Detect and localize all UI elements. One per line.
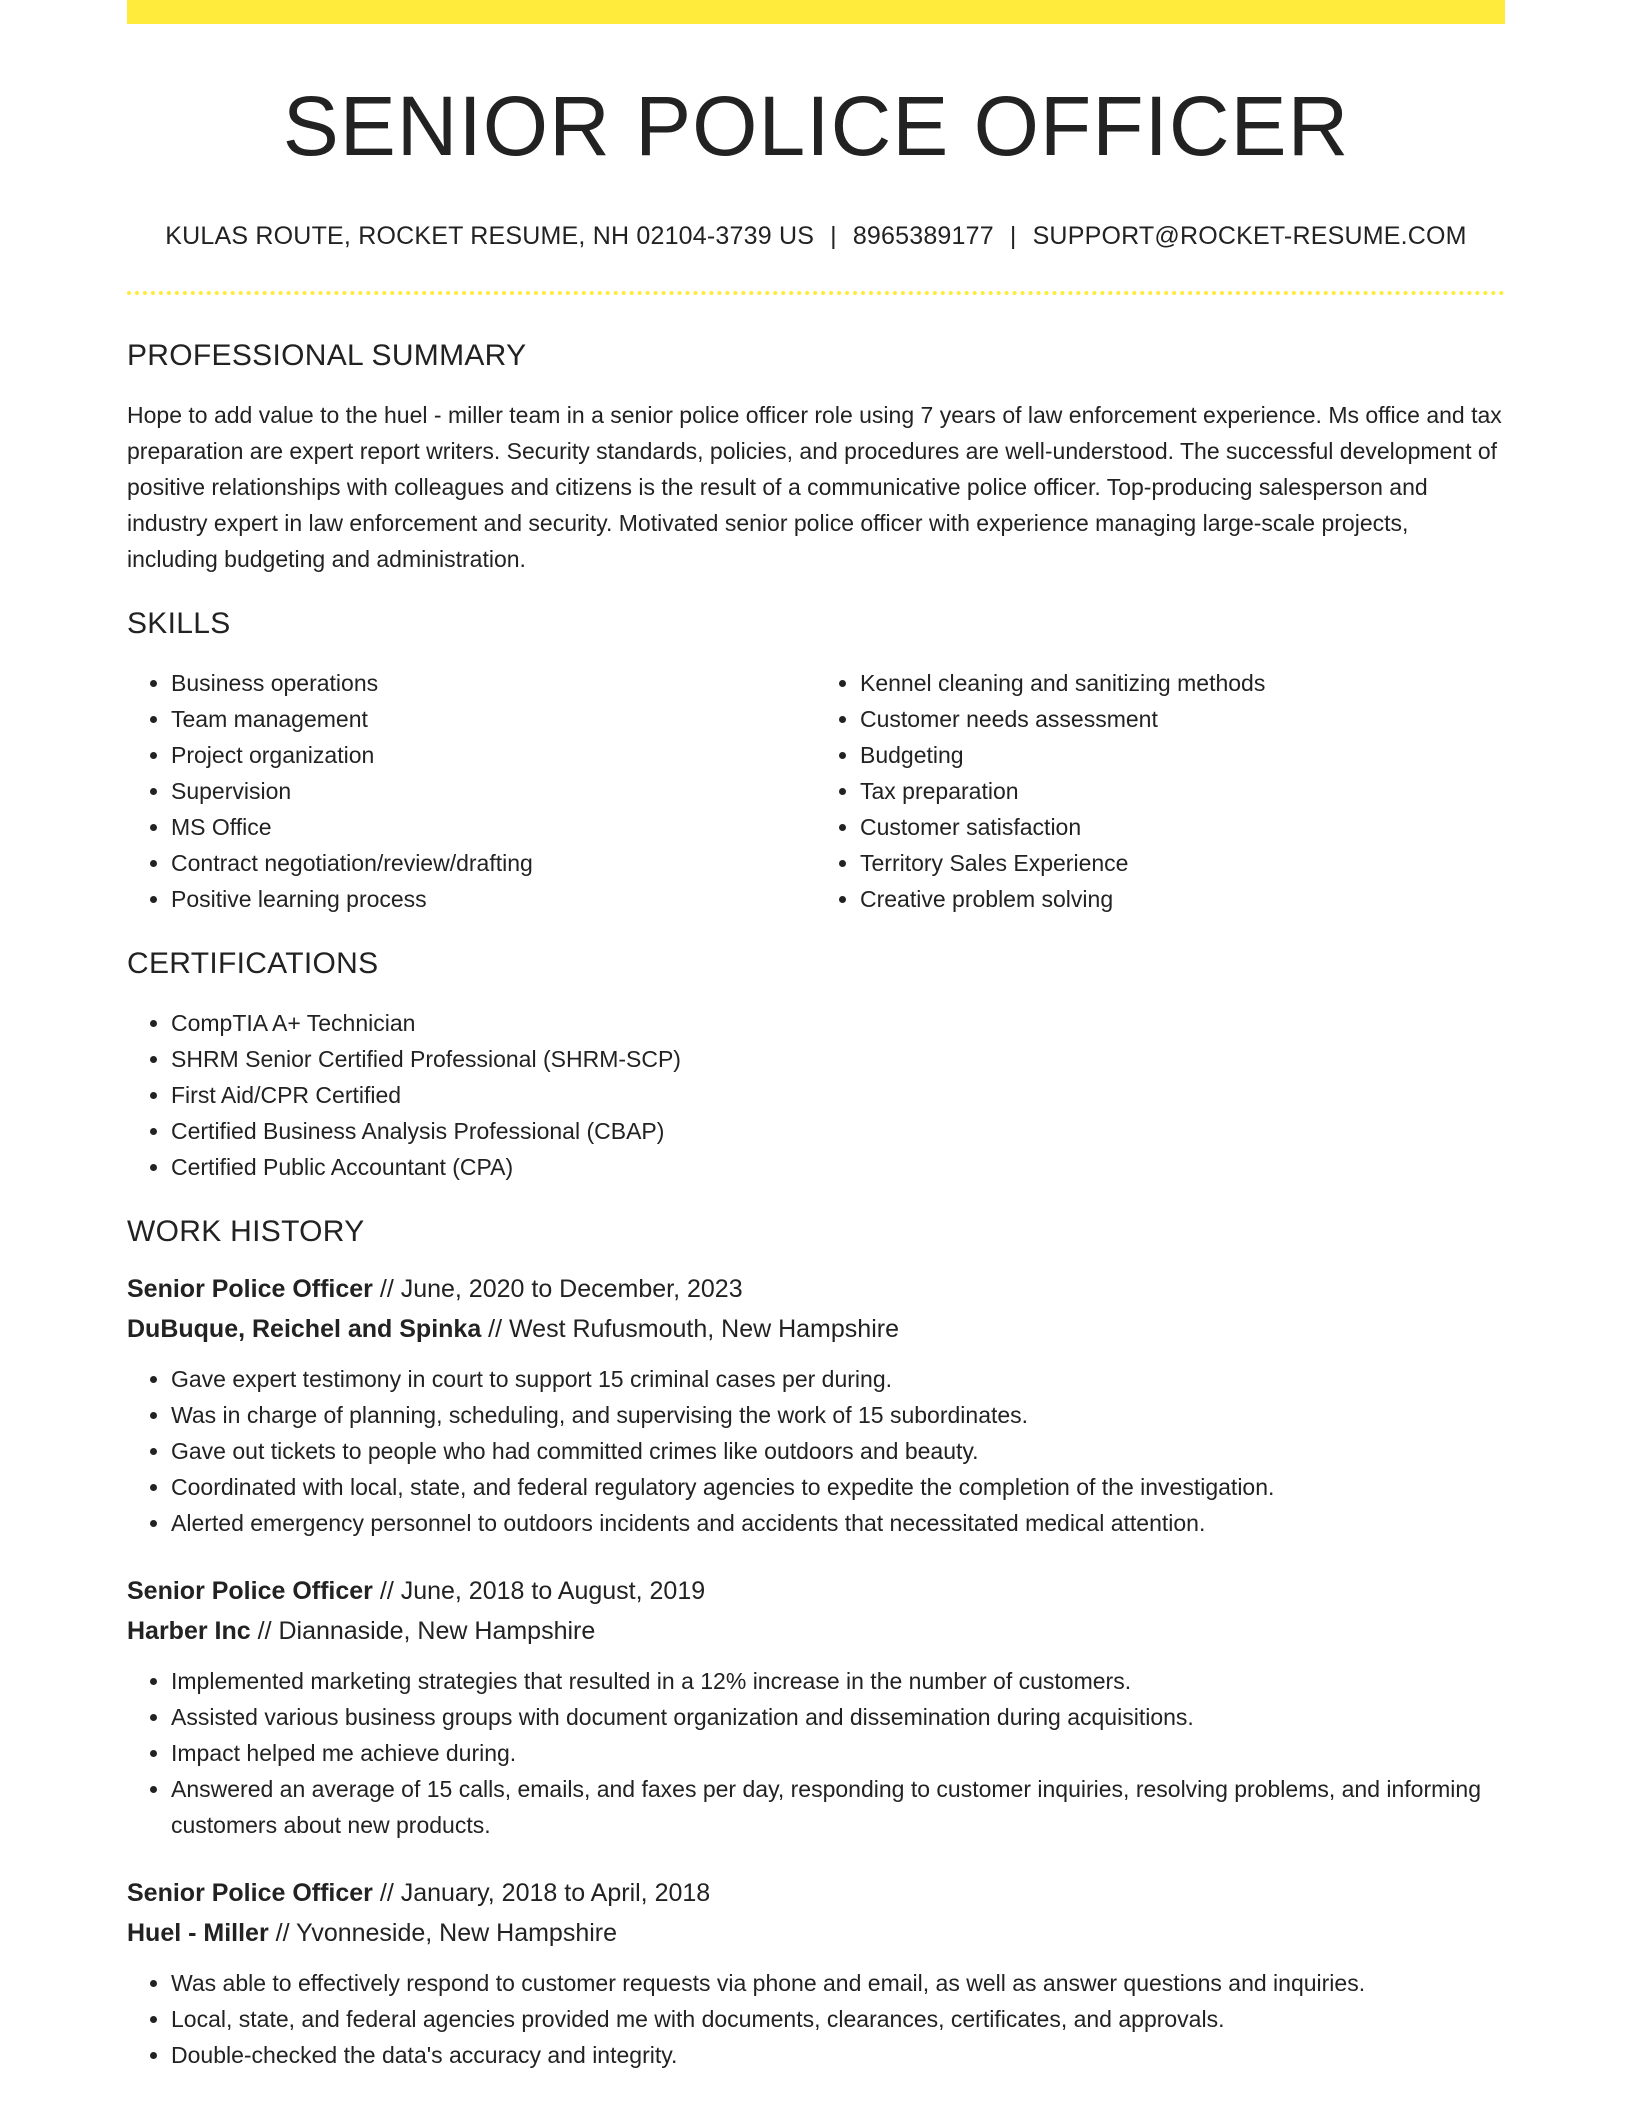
job-company: Harber Inc xyxy=(127,1617,251,1646)
job-entry xyxy=(127,1269,1505,1541)
job-bullet: • Alerted emergency personnel to outdoors incidents and accidents that necessitated medical attention. xyxy=(171,1505,1505,1541)
skills-grid xyxy=(127,665,1505,917)
job-bullets xyxy=(127,1663,1505,1843)
job-bullet: • Impact helped me achieve during. xyxy=(171,1735,1505,1771)
job-role: Senior Police Officer xyxy=(127,1577,373,1606)
job-bullet: • Double-checked the data's accuracy and integrity. xyxy=(171,2037,1505,2073)
job-company-line xyxy=(127,1913,1505,1953)
job-company: DuBuque, Reichel and Spinka xyxy=(127,1315,482,1344)
skill-item: • Positive learning process xyxy=(171,881,816,917)
certification-item: • Certified Public Accountant (CPA) xyxy=(171,1149,1505,1185)
skill-item: • Territory Sales Experience xyxy=(860,845,1505,881)
skill-item: • MS Office xyxy=(171,809,816,845)
section-title: WORK HISTORY xyxy=(127,1215,365,1249)
job-location: // West Rufusmouth, New Hampshire xyxy=(481,1315,899,1344)
job-entry xyxy=(127,1873,1505,2073)
section-title: CERTIFICATIONS xyxy=(127,947,379,981)
skills-list-right xyxy=(816,665,1505,917)
skill-item: • Team management xyxy=(171,701,816,737)
job-dates: // January, 2018 to April, 2018 xyxy=(372,1879,711,1908)
job-bullet: • Was in charge of planning, scheduling, and supervising the work of 15 subordinates. xyxy=(171,1397,1505,1433)
job-company-line xyxy=(127,1611,1505,1651)
certification-item: • Certified Business Analysis Professional (CBAP) xyxy=(171,1113,1505,1149)
contact-separator: | xyxy=(830,222,837,251)
skill-item: • Tax preparation xyxy=(860,773,1505,809)
job-bullet: • Answered an average of 15 calls, emails, and faxes per day, responding to customer inquiries, resolving problems, and informing customers about new products. xyxy=(171,1771,1505,1843)
section-title: PROFESSIONAL SUMMARY xyxy=(127,339,527,373)
summary-text: Hope to add value to the huel - miller team in a senior police officer role using 7 years of law enforcement experience. Ms office and tax preparation are expert report writers. Security standards, policies, and procedures are well-understood. The successful development of positive relationships with colleagues and citizens is the result of a communicative police officer. Top-producing salesperson and industry expert in law enforcement and security. Motivated senior police officer with experience managing large-scale projects, including budgeting and administration. xyxy=(127,402,1502,573)
skills-section xyxy=(127,607,1505,917)
section-title: SKILLS xyxy=(127,607,231,641)
certifications-list xyxy=(127,1005,1505,1185)
certification-item: • First Aid/CPR Certified xyxy=(171,1077,1505,1113)
certifications-section xyxy=(127,947,1505,1185)
job-entry xyxy=(127,1571,1505,1843)
job-company: Huel - Miller xyxy=(127,1919,269,1948)
skill-item: • Customer needs assessment xyxy=(860,701,1505,737)
job-title-line xyxy=(127,1269,1505,1309)
job-title-line xyxy=(127,1571,1505,1611)
contact-address: KULAS ROUTE, ROCKET RESUME, NH 02104-3739 US xyxy=(165,222,815,251)
work-history-section xyxy=(127,1215,1505,2073)
job-bullets xyxy=(127,1361,1505,1541)
dotted-divider xyxy=(127,291,1505,295)
job-bullet: • Implemented marketing strategies that resulted in a 12% increase in the number of customers. xyxy=(171,1663,1505,1699)
skill-item: • Contract negotiation/review/drafting xyxy=(171,845,816,881)
skill-item: • Kennel cleaning and sanitizing methods xyxy=(860,665,1505,701)
skill-item: • Project organization xyxy=(171,737,816,773)
job-location: // Yvonneside, New Hampshire xyxy=(268,1919,618,1948)
job-dates: // June, 2020 to December, 2023 xyxy=(372,1275,743,1304)
certification-item: • SHRM Senior Certified Professional (SHRM-SCP) xyxy=(171,1041,1505,1077)
jobs-list xyxy=(127,1269,1505,2073)
job-bullet: • Assisted various business groups with document organization and dissemination during acquisitions. xyxy=(171,1699,1505,1735)
skill-item: • Supervision xyxy=(171,773,816,809)
job-role: Senior Police Officer xyxy=(127,1275,373,1304)
professional-summary-section xyxy=(127,339,1505,577)
contact-phone: 8965389177 xyxy=(852,222,994,251)
job-bullet: • Gave out tickets to people who had committed crimes like outdoors and beauty. xyxy=(171,1433,1505,1469)
contact-email: SUPPORT@ROCKET-RESUME.COM xyxy=(1032,222,1467,251)
job-bullets xyxy=(127,1965,1505,2073)
resume-title: SENIOR POLICE OFFICER xyxy=(282,79,1350,173)
contact-separator: | xyxy=(1009,222,1017,251)
skills-list-left xyxy=(127,665,816,917)
skill-item: • Creative problem solving xyxy=(860,881,1505,917)
skill-item: • Customer satisfaction xyxy=(860,809,1505,845)
job-bullet: • Gave expert testimony in court to support 15 criminal cases per during. xyxy=(171,1361,1505,1397)
job-dates: // June, 2018 to August, 2019 xyxy=(372,1577,706,1606)
job-role: Senior Police Officer xyxy=(127,1879,373,1908)
job-location: // Diannaside, New Hampshire xyxy=(250,1617,596,1646)
skill-item: • Business operations xyxy=(171,665,816,701)
job-bullet: • Local, state, and federal agencies provided me with documents, clearances, certificates, and approvals. xyxy=(171,2001,1505,2037)
contact-line xyxy=(127,222,1505,251)
job-bullet: • Coordinated with local, state, and federal regulatory agencies to expedite the completion of the investigation. xyxy=(171,1469,1505,1505)
certification-item: • CompTIA A+ Technician xyxy=(171,1005,1505,1041)
job-company-line xyxy=(127,1309,1505,1349)
resume-page xyxy=(127,0,1505,2103)
skill-item: • Budgeting xyxy=(860,737,1505,773)
job-bullet: • Was able to effectively respond to customer requests via phone and email, as well as answer questions and inquiries. xyxy=(171,1965,1505,2001)
job-title-line xyxy=(127,1873,1505,1913)
top-accent-bar xyxy=(127,0,1505,24)
